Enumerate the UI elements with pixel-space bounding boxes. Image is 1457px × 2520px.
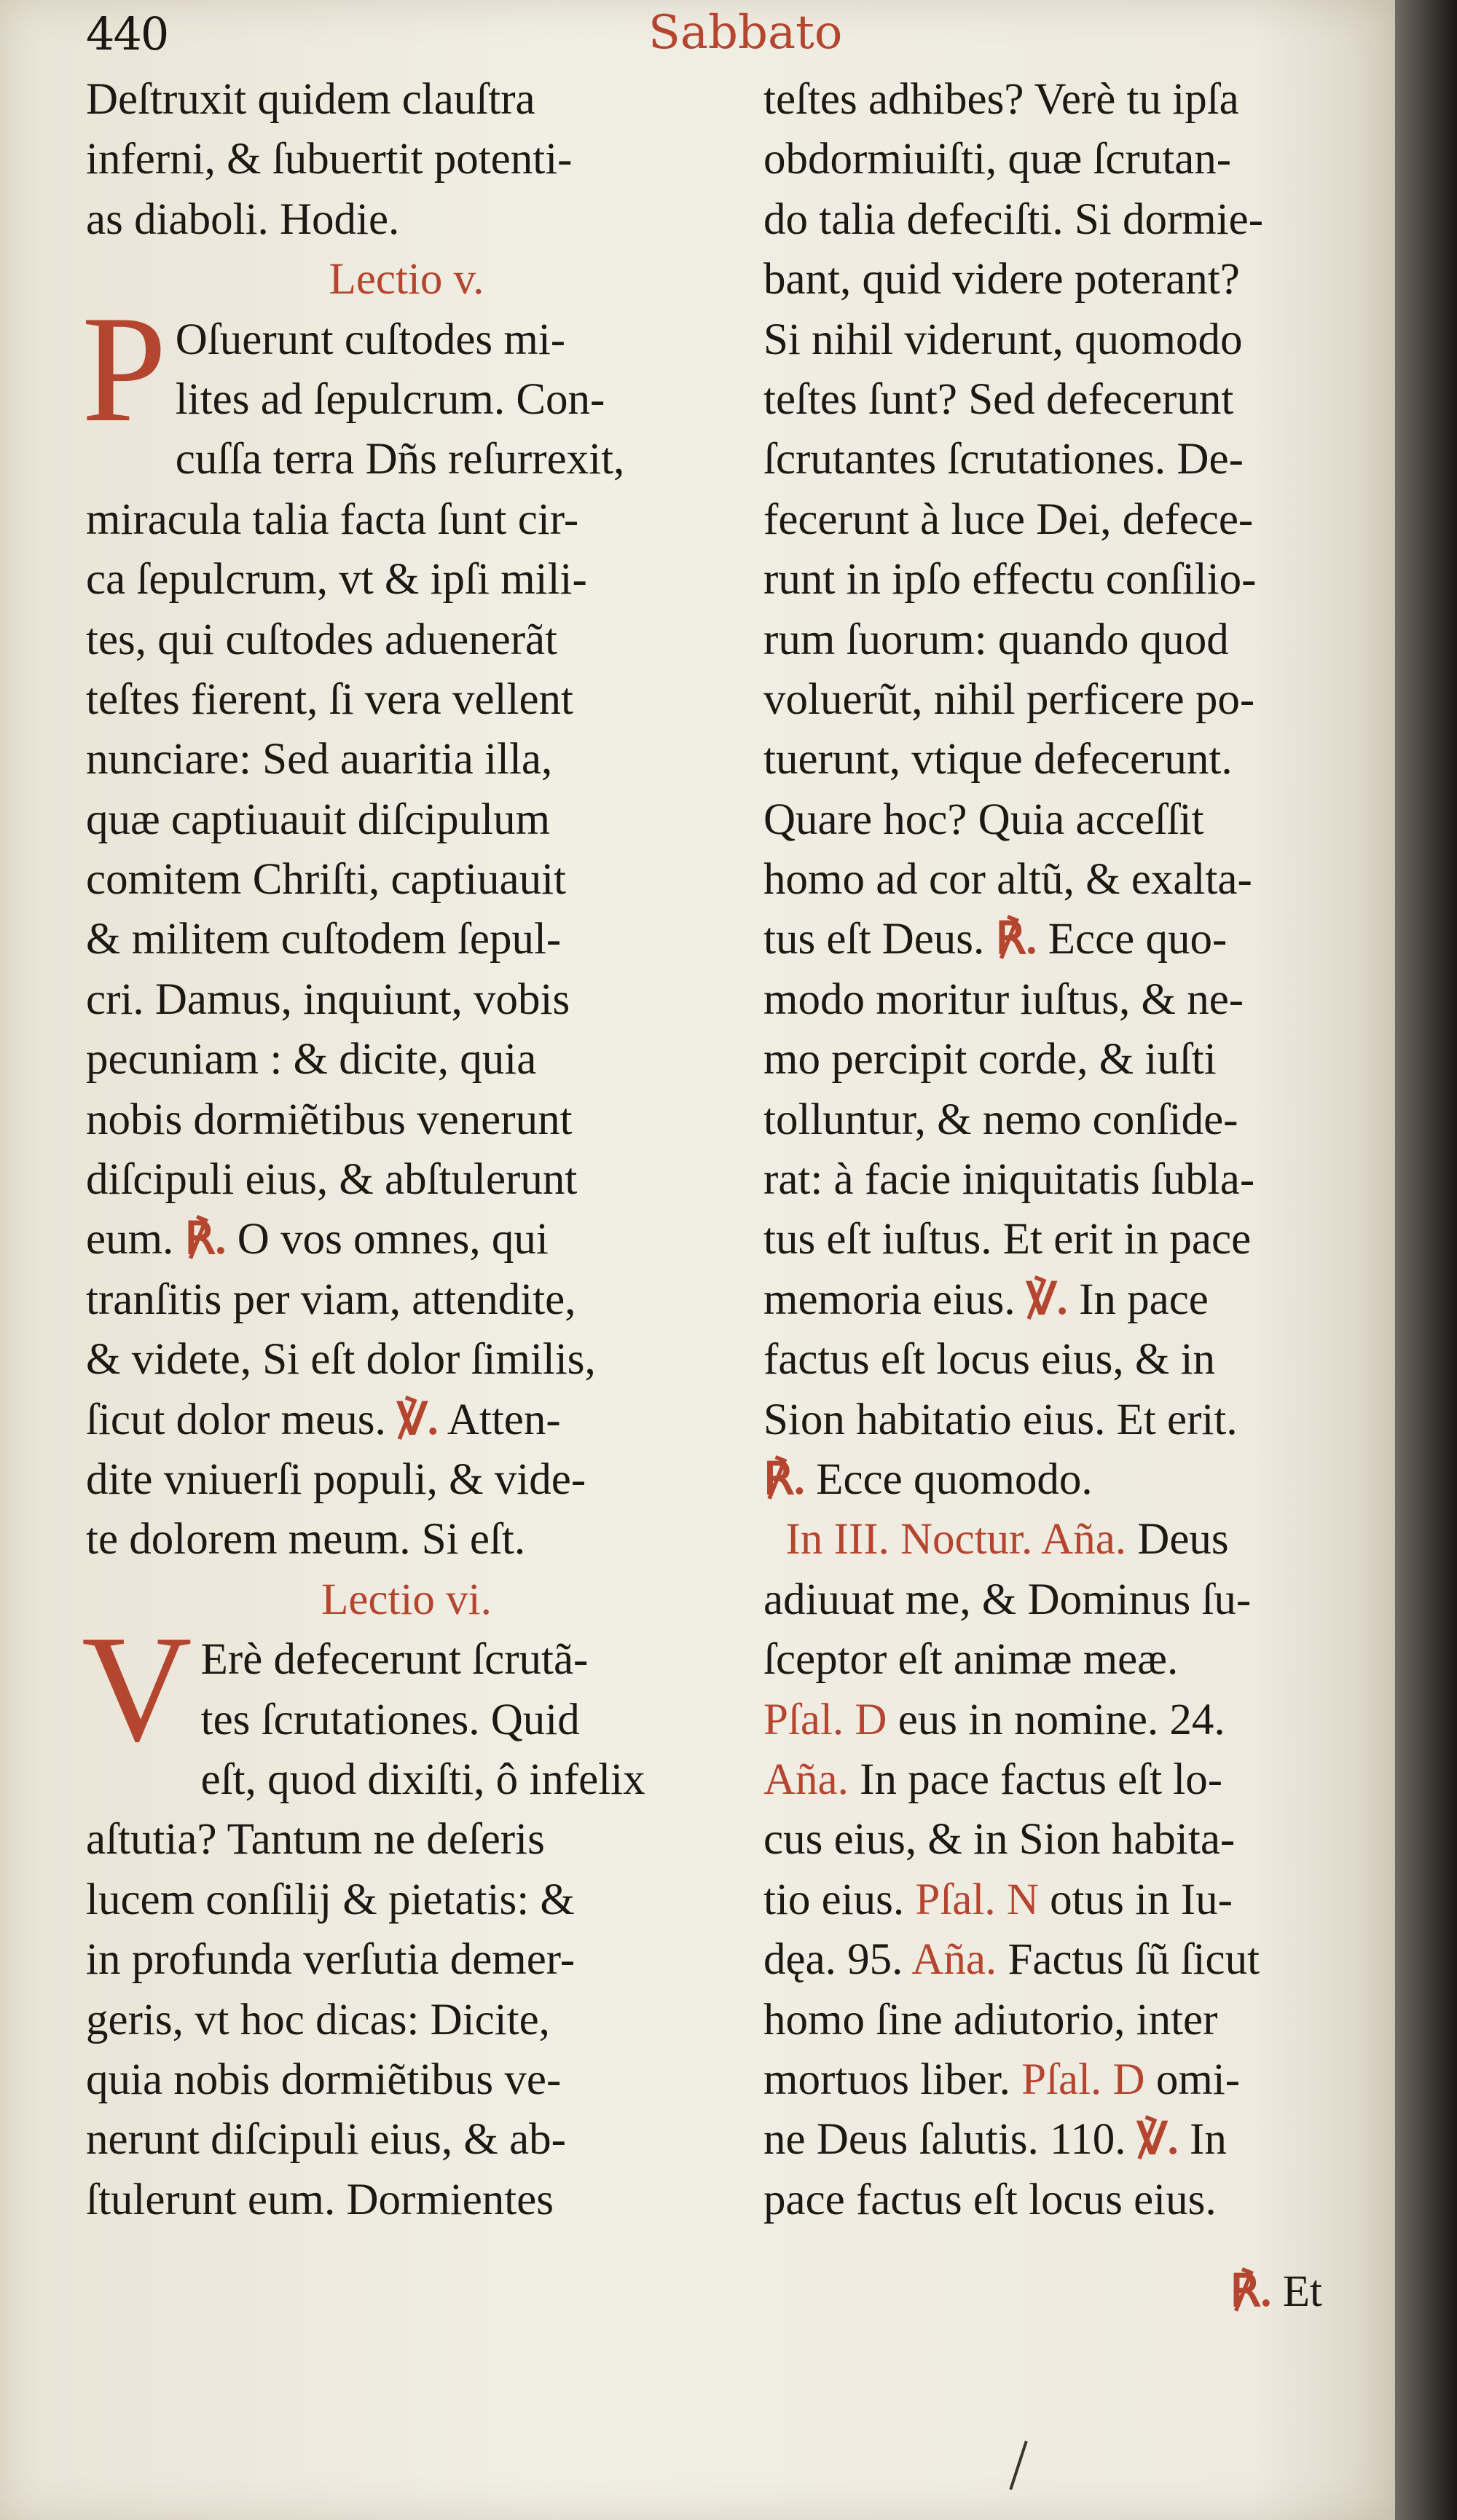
left-column — [82, 70, 727, 2230]
text-line: rat: à facie iniquitatis ſubla- — [763, 1155, 1255, 1205]
text-line: tes, qui cuſtodes aduenerãt — [86, 615, 558, 664]
text-line: ſceptor eſt animæ meæ. — [763, 1635, 1179, 1685]
versicle-line — [86, 1390, 727, 1450]
responsory-line — [763, 1450, 1368, 1510]
text-line: Quare hoc? Quia acceſſit — [763, 795, 1204, 844]
antiphon-rubric: Aña. — [911, 1935, 997, 1985]
text-line: homo ad cor altũ, & exalta- — [763, 855, 1252, 905]
text-line: lites ad ſepulcrum. Con- — [175, 374, 605, 424]
text-line: tolluntur, & nemo conſide- — [763, 1095, 1238, 1144]
text-line: as diaboli. Hodie. — [86, 194, 400, 244]
responsory-symbol: ℟. — [995, 915, 1037, 964]
binding-edge — [1395, 0, 1457, 2520]
text-line: in profunda verſutia demer- — [86, 1935, 576, 1985]
psalm-line — [763, 1690, 1368, 1750]
text-line: te dolorem meum. Si eſt. — [86, 1515, 526, 1564]
text-fragment: ne Deus ſalutis. 110. — [763, 2115, 1126, 2165]
text-line: rum ſuorum: quando quod — [763, 615, 1229, 664]
lectio-v-heading: Lectio v. — [329, 255, 484, 304]
psalm-rubric: Pſal. D — [763, 1695, 887, 1744]
text-line: pecuniam : & dicite, quia — [86, 1035, 537, 1084]
text-fragment: omi- — [1155, 2055, 1241, 2104]
catchword-text: Et — [1282, 2267, 1322, 2316]
text-line: quia nobis dormiẽtibus ve- — [86, 2055, 562, 2104]
right-column — [763, 70, 1368, 2230]
text-line: aſtutia? Tantum ne deſeris — [86, 1815, 545, 1865]
text-line: Erè defecerunt ſcrutã- — [200, 1635, 589, 1685]
text-line: Sion habitatio eius. Et erit. — [763, 1395, 1238, 1444]
text-line: nerunt diſcipuli eius, & ab- — [86, 2115, 566, 2165]
text-line: inferni, & ſubuertit potenti- — [86, 135, 573, 184]
text-line: comitem Chriſti, captiuauit — [86, 855, 566, 905]
versicle-symbol: ℣. — [1136, 2115, 1179, 2165]
text-line: diſcipuli eius, & abſtulerunt — [86, 1155, 578, 1205]
text-line: tes ſcrutationes. Quid — [200, 1695, 580, 1744]
text-line: dite vniuerſi populi, & vide- — [86, 1454, 586, 1504]
responsory-line — [763, 910, 1368, 969]
text-fragment: O vos omnes, qui — [237, 1215, 549, 1264]
text-line: pace factus eſt locus eius. — [763, 2175, 1217, 2224]
text-fragment: mortuos liber. — [763, 2055, 1010, 2104]
versicle-line — [763, 2110, 1368, 2170]
text-line: teſtes ſunt? Sed defecerunt — [763, 374, 1234, 424]
psalm-rubric: Pſal. D — [1021, 2055, 1145, 2104]
text-fragment: Ecce quomodo. — [816, 1454, 1093, 1504]
text-line: & militem cuſtodem ſepul- — [86, 915, 562, 964]
responsory-symbol: ℟. — [763, 1454, 805, 1504]
text-line: Oſuerunt cuſtodes mi- — [175, 315, 566, 364]
text-line: quæ captiuauit diſcipulum — [86, 795, 551, 844]
lectio-vi-heading: Lectio vi. — [321, 1575, 492, 1624]
text-line: ſtulerunt eum. Dormientes — [86, 2175, 554, 2224]
text-fragment: otus in Iu- — [1050, 1875, 1233, 1924]
antiphon-rubric: Aña. — [763, 1755, 849, 1804]
text-fragment: Deus — [1137, 1515, 1229, 1564]
nocturn-rubric: In III. Noctur. Aña. — [785, 1515, 1127, 1564]
text-line: cus eius, & in Sion habita- — [763, 1815, 1236, 1865]
responsory-symbol: ℟. — [1230, 2267, 1272, 2316]
versicle-line — [763, 1270, 1368, 1330]
running-head: Sabbato — [648, 6, 843, 60]
responsory-line — [86, 1210, 727, 1269]
text-fragment: In pace — [1079, 1275, 1209, 1324]
text-line: geris, vt hoc dicas: Dicite, — [86, 1995, 550, 2044]
lectio-vi-opening — [82, 1604, 727, 1774]
text-fragment: memoria eius. — [763, 1275, 1016, 1324]
text-fragment: ſicut dolor meus. — [86, 1395, 386, 1444]
ink-stroke — [1009, 2441, 1027, 2490]
text-fragment: dęa. 95. — [763, 1935, 903, 1985]
text-line: tranſitis per viam, attendite, — [86, 1275, 576, 1324]
text-line: cuſſa terra Dñs reſurrexit, — [175, 435, 625, 484]
text-line: runt in ipſo effectu conſilio- — [763, 555, 1257, 605]
page-header — [0, 4, 1395, 70]
text-line: & videte, Si eſt dolor ſimilis, — [86, 1335, 596, 1385]
text-line: lucem conſilij & pietatis: & — [86, 1875, 575, 1924]
catchword — [1230, 2265, 1322, 2318]
drop-cap-v: V — [82, 1604, 192, 1774]
text-fragment: In — [1190, 2115, 1227, 2165]
text-line: ca ſepulcrum, vt & ipſi mili- — [86, 555, 587, 605]
versicle-symbol: ℣. — [396, 1395, 439, 1444]
psalm-line — [763, 1870, 1368, 1930]
responsory-symbol: ℟. — [184, 1215, 227, 1264]
nocturn-line — [763, 1510, 1368, 1570]
text-fragment: tus eſt Deus. — [763, 915, 985, 964]
drop-cap-p: P — [82, 284, 167, 454]
text-fragment: Atten- — [447, 1395, 561, 1444]
page-number: 440 — [86, 7, 168, 60]
text-line: voluerũt, nihil perficere po- — [763, 674, 1255, 724]
text-line: tus eſt iuſtus. Et erit in pace — [763, 1215, 1252, 1264]
text-line: cri. Damus, inquiunt, vobis — [86, 974, 570, 1024]
text-fragment: tio eius. — [763, 1875, 905, 1924]
text-fragment: In pace factus eſt lo- — [860, 1755, 1223, 1804]
text-line: obdormiuiſti, quæ ſcrutan- — [763, 135, 1232, 184]
text-line: nobis dormiẽtibus venerunt — [86, 1095, 573, 1144]
text-line: Deſtruxit quidem clauſtra — [86, 75, 535, 124]
psalm-line — [763, 2050, 1368, 2110]
text-line: do talia defeciſti. Si dormie- — [763, 194, 1264, 244]
text-line: adiuuat me, & Dominus ſu- — [763, 1575, 1252, 1624]
text-line: bant, quid videre poterant? — [763, 255, 1240, 304]
text-line: modo moritur iuſtus, & ne- — [763, 974, 1244, 1024]
antiphon-line — [763, 1750, 1368, 1810]
text-line: tuerunt, vtique defecerunt. — [763, 735, 1233, 784]
text-fragment: eus in nomine. 24. — [898, 1695, 1225, 1744]
text-line: mo percipit corde, & iuſti — [763, 1035, 1217, 1084]
text-line: nunciare: Sed auaritia illa, — [86, 735, 553, 784]
text-line: fecerunt à luce Dei, defece- — [763, 495, 1254, 544]
text-fragment: Ecce quo- — [1048, 915, 1228, 964]
lectio-v-opening — [82, 284, 727, 454]
versicle-symbol: ℣. — [1026, 1275, 1068, 1324]
text-line: teſtes fierent, ſi vera vellent — [86, 674, 574, 724]
text-line: teſtes adhibes? Verè tu ipſa — [763, 75, 1239, 124]
text-fragment: Factus ſũ ſicut — [1008, 1935, 1260, 1985]
text-line: miracula talia facta ſunt cir- — [86, 495, 579, 544]
text-line: eſt, quod dixiſti, ô infelix — [200, 1755, 645, 1804]
text-line: ſcrutantes ſcrutationes. De- — [763, 435, 1244, 484]
text-line: homo ſine adiutorio, inter — [763, 1995, 1218, 2044]
text-fragment: eum. — [86, 1215, 174, 1264]
text-line: Si nihil viderunt, quomodo — [763, 315, 1243, 364]
text-line: factus eſt locus eius, & in — [763, 1335, 1216, 1385]
psalm-rubric: Pſal. N — [915, 1875, 1039, 1924]
antiphon-line — [763, 1930, 1368, 1990]
